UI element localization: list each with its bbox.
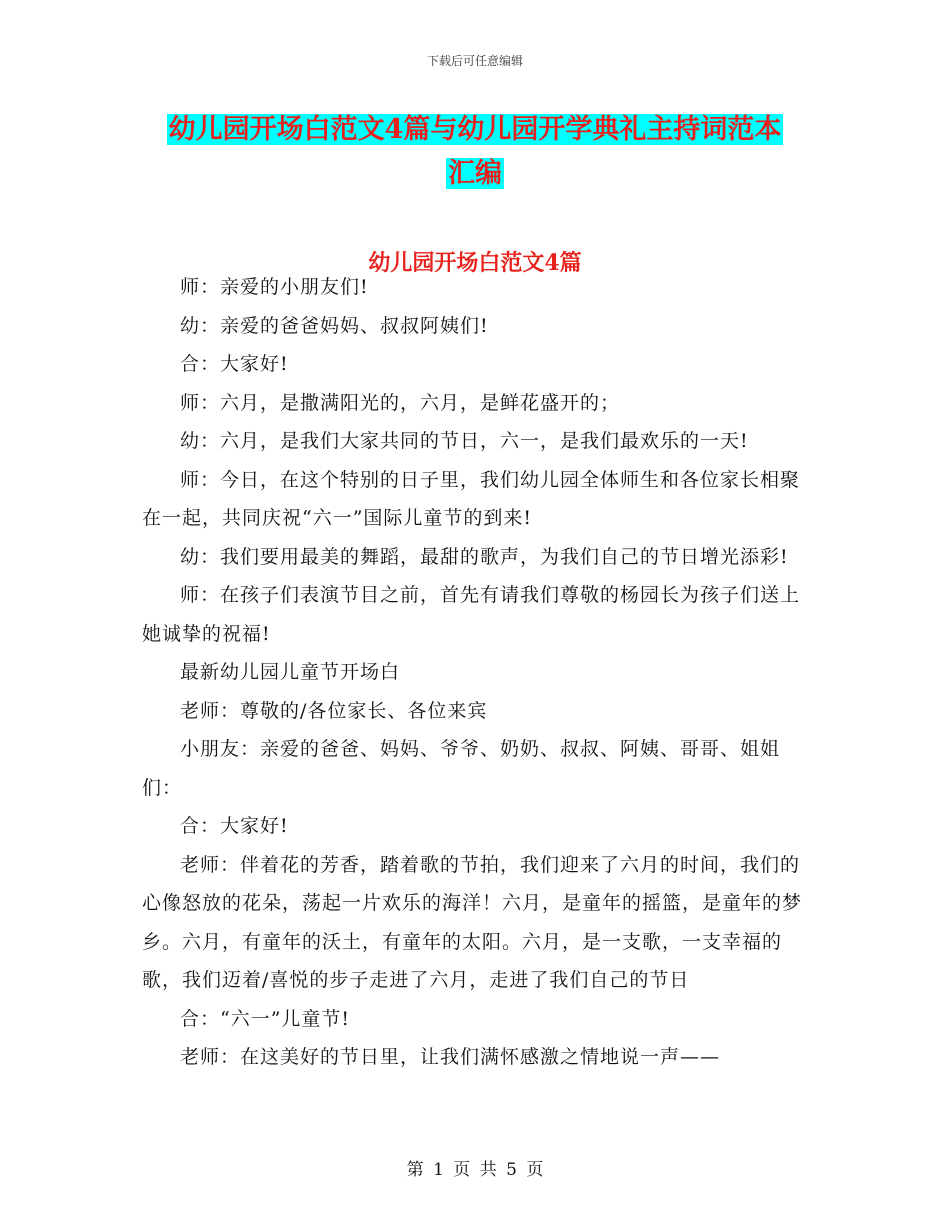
- paragraph: 幼：亲爱的爸爸妈妈、叔叔阿姨们!: [180, 314, 489, 337]
- paragraph: 师：在孩子们表演节目之前，首先有请我们尊敬的杨园长为孩子们送上她诚挚的祝福!: [142, 584, 801, 645]
- paragraph: 师：今日，在这个特别的日子里，我们幼儿园全体师生和各位家长相聚在一起，共同庆祝“六一”国际儿童节的到来!: [142, 468, 801, 529]
- paragraph: 合：“六一”儿童节!: [180, 1007, 351, 1030]
- paragraph: 小朋友：亲爱的爸爸、妈妈、爷爷、奶奶、叔叔、阿姨、哥哥、姐姐们：: [142, 738, 781, 799]
- document-body: [142, 268, 812, 1077]
- paragraph: 老师：伴着花的芳香，踏着歌的节拍，我们迎来了六月的时间，我们的心像怒放的花朵，荡起一片欢乐的海洋！六月，是童年的摇篮，是童年的梦乡。六月，有童年的沃土，有童年的太阳。六月，是一支歌，一支幸福的歌，我们迈着/喜悦的步子走进了六月，走进了我们自己的节日: [142, 853, 803, 991]
- paragraph: 最新幼儿园儿童节开场白: [180, 661, 401, 683]
- title-line-1: 幼儿园开场白范文4篇与幼儿园开学典礼主持词范本: [168, 114, 782, 145]
- paragraph: 老师：在这美好的节日里，让我们满怀感激之情地说一声——: [180, 1046, 721, 1068]
- page-number: 第 1 页 共 5 页: [406, 1160, 544, 1180]
- paragraph: 合：大家好!: [180, 353, 289, 375]
- header-note: 下载后可任意编辑: [426, 54, 523, 68]
- paragraph: 师：亲爱的小朋友们!: [180, 276, 369, 298]
- title-line-2: 汇编: [448, 158, 502, 189]
- paragraph: 幼：六月，是我们大家共同的节日，六一，是我们最欢乐的一天!: [180, 430, 749, 452]
- paragraph: 幼：我们要用最美的舞蹈，最甜的歌声，为我们自己的节日增光添彩!: [180, 545, 789, 568]
- document-title: [0, 108, 950, 196]
- section-title: 幼儿园开场白范文4篇: [368, 250, 582, 276]
- paragraph: 师：六月，是撒满阳光的，六月，是鲜花盛开的；: [180, 391, 621, 414]
- paragraph: 老师：尊敬的/各位家长、各位来宾: [180, 699, 488, 722]
- paragraph: 合：大家好!: [180, 815, 289, 837]
